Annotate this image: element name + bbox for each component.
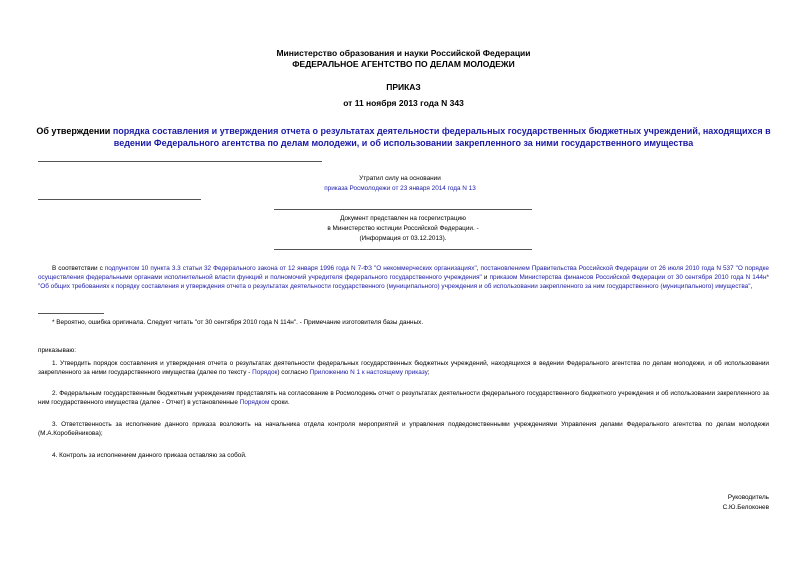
- status-link-row: [200, 184, 600, 193]
- registration-line-1: Документ представлен на госрегистрацию: [340, 215, 466, 222]
- order-item-3: 3. Ответственность за исполнение данного приказа возложить на начальника отдела контроля мероприятий и управления подведомственными учреждениями Управления делами Федерального агентства по делам молодежи (М.А.Коробейникова);: [38, 421, 769, 437]
- item-text: ;: [427, 369, 430, 376]
- preamble-paragraph: [38, 264, 769, 291]
- document-title: [36, 125, 771, 149]
- preamble-text: ,: [750, 283, 753, 290]
- item-text: ) согласно: [277, 369, 310, 376]
- signature-role: Руководитель: [727, 494, 769, 501]
- divider: [274, 209, 532, 210]
- repeal-order-link[interactable]: приказа Росмолодежи от 23 января 2014 года N 13: [324, 185, 476, 192]
- doc-type-heading: ПРИКАЗ: [386, 82, 421, 92]
- government-decree-link[interactable]: постановлением Правительства Российской Федерации от 26 июля 2010 года N 537 "О порядке осуществления федеральными органами исполнительной власти функций и полномочий учредителя федерального государственного учреждения": [38, 265, 769, 281]
- divider: [38, 161, 322, 162]
- preamble-text: В соответствии с: [52, 265, 105, 272]
- status-line: Утратил силу на основании: [359, 175, 441, 182]
- item-text: сроки.: [269, 399, 290, 406]
- registration-line-3: (Информация от 03.12.2013).: [359, 235, 447, 242]
- procedure-link[interactable]: Порядок: [252, 369, 278, 376]
- item-text: 1. Утвердить порядок составления и утверждения отчета о результатах деятельности федеральных государственных бюджетных учреждений, находящихся в ведении Федерального агентства по делам молодежи, и об использовании закрепленного за ними государственного имущества (далее по тексту -: [38, 360, 769, 376]
- ministry-heading: Министерство образования и науки Российской Федерации: [276, 48, 531, 58]
- appendix-link[interactable]: Приложению N 1 к настоящему приказу: [309, 369, 428, 376]
- footnote: * Вероятно, ошибка оригинала. Следует читать "от 30 сентября 2010 года N 114н". - Примечание изготовителя базы данных.: [52, 319, 424, 326]
- agency-heading: ФЕДЕРАЛЬНОЕ АГЕНТСТВО ПО ДЕЛАМ МОЛОДЕЖИ: [292, 59, 515, 69]
- date-number-heading: от 11 ноября 2013 года N 343: [343, 98, 464, 108]
- minfin-order-link[interactable]: приказом Министерства финансов Российской Федерации от 30 сентября 2010 года N 144н*: [489, 274, 769, 281]
- order-item-4: 4. Контроль за исполнением данного приказа оставляю за собой.: [52, 452, 247, 459]
- signature-name: С.Ю.Белоконев: [722, 504, 769, 511]
- law-link[interactable]: подпунктом 10 пункта 3.3 статьи 32 Федерального закона от 12 января 1996 года N 7-ФЗ "О некоммерческих организациях": [104, 265, 477, 272]
- order-intro: приказываю:: [38, 347, 76, 354]
- divider: [38, 199, 201, 200]
- footnote-divider: [38, 313, 104, 314]
- order-item-2: [38, 389, 769, 407]
- registration-line-2: в Министерство юстиции Российской Федерации. -: [327, 225, 479, 232]
- title-prefix: Об утверждении: [36, 126, 113, 136]
- general-requirements-link[interactable]: "Об общих требованиях к порядку составления и утверждения отчета о результатах деятельности государственного (муниципального) учреждения и об использовании закрепленного за ним государственного (муниципального) имущества": [38, 283, 751, 290]
- preamble-text: ,: [476, 265, 481, 272]
- order-item-1: [38, 359, 769, 377]
- divider: [274, 249, 532, 250]
- procedure-deadline-link[interactable]: Порядком: [239, 399, 270, 406]
- preamble-text: и: [481, 274, 490, 281]
- title-link[interactable]: порядка составления и утверждения отчета о результатах деятельности федеральных государственных бюджетных учреждений, находящихся в ведении Федерального агентства по делам молодежи, и об использовании закрепленного за ними государственного имущества: [112, 126, 771, 148]
- item-text: 2. Федеральным государственным бюджетным учреждениям представлять на согласование в Росмолодежь отчет о результатах деятельности федерального государственного бюджетного учреждения и об использовании закрепленного за ним государственного имущества (далее - Отчет) в установленные: [38, 390, 769, 406]
